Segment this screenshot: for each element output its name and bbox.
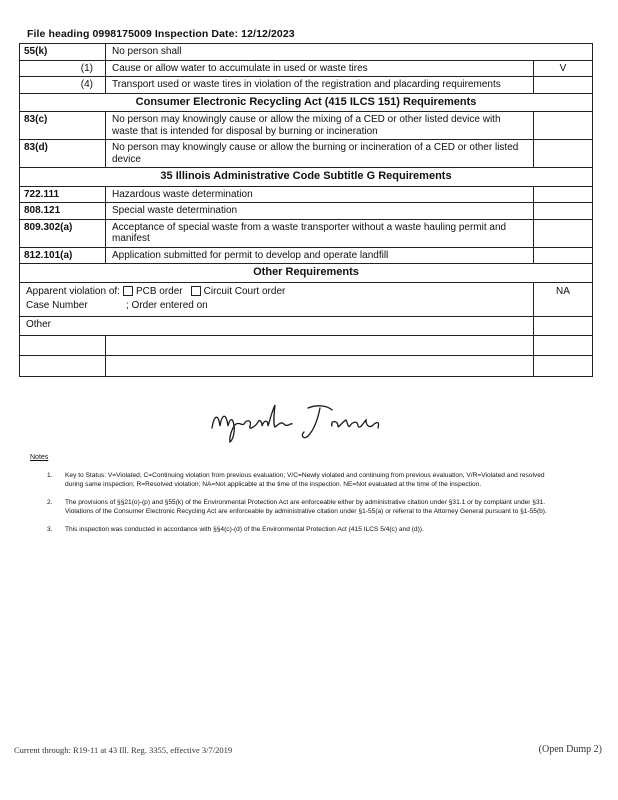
row-text: Special waste determination	[106, 203, 534, 220]
blank-status-cell	[534, 355, 593, 376]
table-row	[20, 77, 593, 94]
row-code: 809.302(a)	[20, 219, 106, 247]
apparent-violation-cell	[20, 282, 534, 316]
table-row	[20, 186, 593, 203]
other-label: Other	[20, 316, 534, 335]
row-code: 55(k)	[20, 44, 106, 61]
note-number: 3.	[47, 526, 53, 534]
row-text: Application submitted for permit to develop and operate landfill	[106, 247, 534, 264]
row-status	[534, 203, 593, 220]
note-number: 1.	[47, 472, 53, 479]
requirements-table	[19, 43, 593, 377]
notes-list	[30, 472, 550, 545]
row-status	[534, 219, 593, 247]
row-status	[534, 112, 593, 140]
footer-citation: Current through: R19-11 at 43 Ill. Reg. 3355, effective 3/7/2019	[14, 745, 233, 755]
table-row	[20, 316, 593, 335]
row-status	[534, 140, 593, 168]
row-status: V	[534, 60, 593, 77]
row-subcode: (4)	[20, 77, 106, 94]
blank-code-cell	[20, 355, 106, 376]
table-row	[20, 140, 593, 168]
row-code: 812.101(a)	[20, 247, 106, 264]
table-row	[20, 60, 593, 77]
signature-text: Myranda Tarran	[410, 444, 417, 445]
notes-title: Notes	[30, 454, 49, 461]
row-text: Acceptance of special waste from a waste transporter without a waste hauling permit and manifest	[106, 219, 534, 247]
inspector-signature	[200, 400, 420, 446]
blank-text-cell	[106, 335, 534, 355]
section-row	[20, 168, 593, 187]
case-number-label: Case Number	[26, 300, 88, 311]
section-title-ced: Consumer Electronic Recycling Act (415 ILCS 151) Requirements	[20, 93, 593, 112]
note-item	[30, 472, 550, 489]
row-text: No person may knowingly cause or allow the burning or incineration of a CED or other listed device	[106, 140, 534, 168]
note-text: The provisions of §§21(o)-(p) and §55(k) of the Environmental Protection Act are enforceable either by administrative citation under §31.1 or by complaint under §31. Violations of the Consumer Electronic Recycling Act are enforceable by administrative citation under §1-55(a) or referral to the Attorney General pursuant to §1-55(b).	[65, 499, 547, 515]
table-row	[20, 219, 593, 247]
pcb-order-label: PCB order	[135, 285, 183, 297]
table-row	[20, 247, 593, 264]
row-text: Transport used or waste tires in violation of the registration and placarding requirements	[106, 77, 534, 94]
row-code: 722.111	[20, 186, 106, 203]
row-code: 808.121	[20, 203, 106, 220]
row-code: 83(d)	[20, 140, 106, 168]
order-entered-label: ; Order entered on	[126, 300, 208, 311]
note-item	[30, 499, 550, 516]
note-number: 2.	[47, 499, 53, 507]
blank-status-cell	[534, 335, 593, 355]
row-status	[534, 186, 593, 203]
row-text: Hazardous waste determination	[106, 186, 534, 203]
table-row	[20, 203, 593, 220]
row-text: No person shall	[106, 44, 593, 61]
page-heading: File heading 0998175009 Inspection Date: 12/12/2023	[27, 28, 295, 40]
blank-code-cell	[20, 335, 106, 355]
row-subcode: (1)	[20, 60, 106, 77]
apparent-violation-row	[20, 282, 593, 316]
note-text: Key to Status: V=Violated; C=Continuing violation from previous evaluation; V/C=Newly violated and continuing from previous evaluation, V/R=Violated and resolved during same inspection; R=Resolved violation; NA=Not applicable at the time of the inspection. NE=Not evaluated at the time of the inspection.	[65, 472, 545, 488]
table-row	[20, 44, 593, 61]
circuit-court-label: Circuit Court order	[203, 285, 286, 297]
row-status	[534, 316, 593, 335]
row-status: NA	[534, 282, 593, 316]
table-row	[20, 112, 593, 140]
pcb-order-checkbox[interactable]	[123, 286, 133, 296]
note-item	[30, 526, 550, 535]
section-row	[20, 264, 593, 283]
apparent-violation-label: Apparent violation of:	[26, 285, 120, 297]
row-code: 83(c)	[20, 112, 106, 140]
table-row	[20, 335, 593, 355]
section-row	[20, 93, 593, 112]
footer-form-name: (Open Dump 2)	[538, 744, 602, 755]
row-text: No person may knowingly cause or allow the mixing of a CED or other listed device with waste that is intended for disposal by burning or incineration	[106, 112, 534, 140]
section-title-other: Other Requirements	[20, 264, 593, 283]
row-text: Cause or allow water to accumulate in used or waste tires	[106, 60, 534, 77]
circuit-court-checkbox[interactable]	[191, 286, 201, 296]
blank-text-cell	[106, 355, 534, 376]
table-row	[20, 355, 593, 376]
section-title-35iac: 35 Illinois Administrative Code Subtitle G Requirements	[20, 168, 593, 187]
note-text: This inspection was conducted in accordance with §§4(c)-(d) of the Environmental Protection Act (415 ILCS 5/4(c) and (d)).	[65, 526, 424, 534]
row-status	[534, 77, 593, 94]
row-status	[534, 247, 593, 264]
